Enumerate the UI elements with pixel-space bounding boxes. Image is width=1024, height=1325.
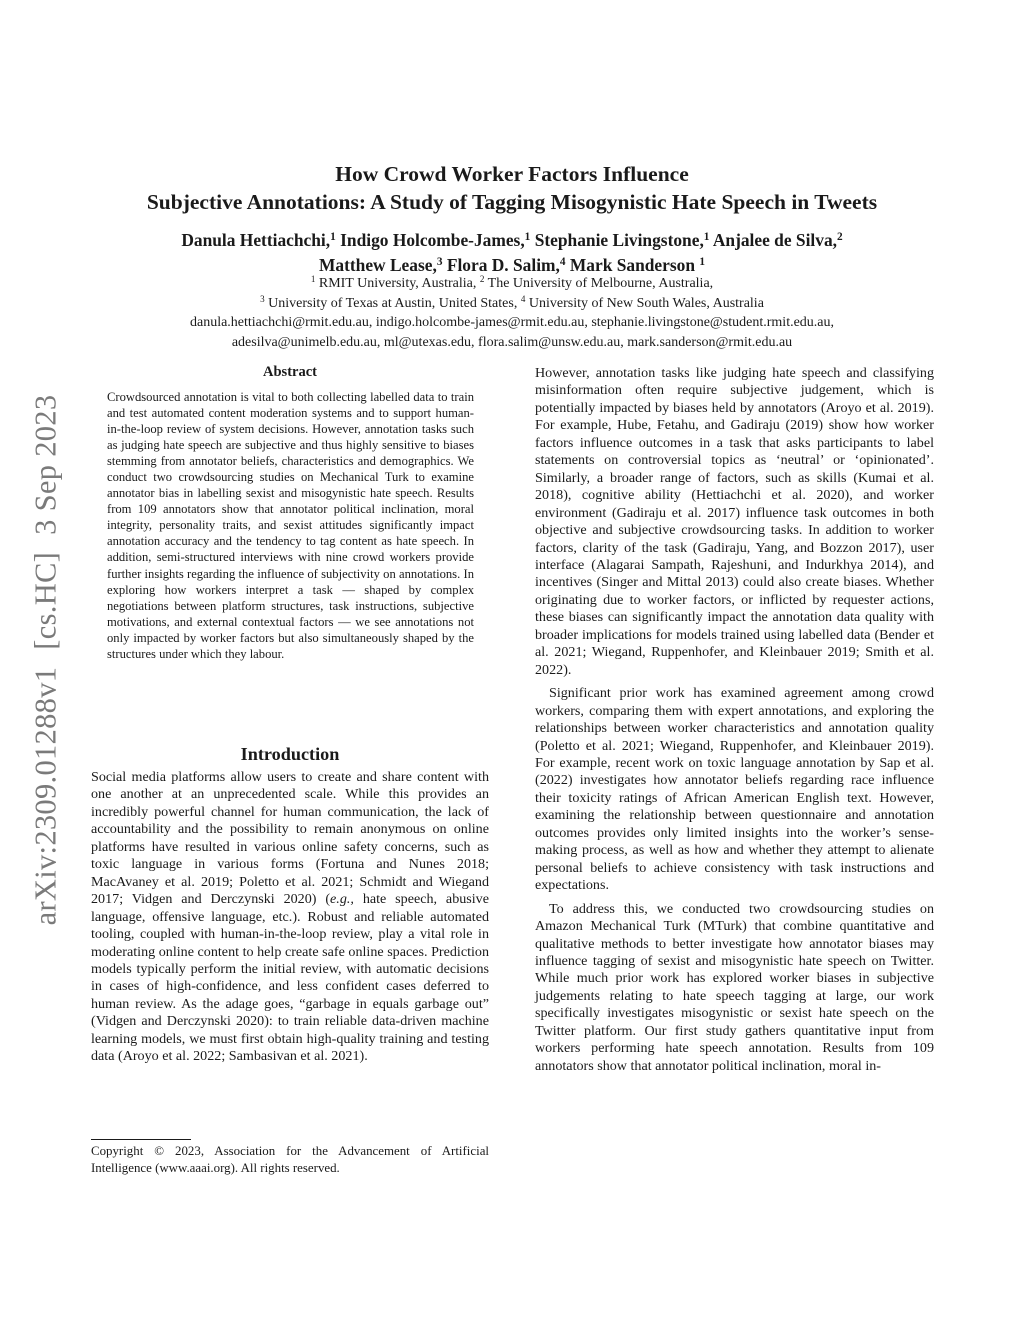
title-line-1: How Crowd Worker Factors Influence <box>335 162 689 186</box>
affiliation: RMIT University, Australia, <box>318 276 477 291</box>
right-column <box>535 365 934 1081</box>
intro-text-part: hate speech, abusive language, offensive language, etc.). Robust and reliable automated tooling, coupled with human-in-the-loop review, play a vital role in moderating online content to help create safe online spaces. Prediction models typically perform the initial review, with automatic decisions in cases of high-confidence, and less confident cases deferred to human review. As the adage goes, “garbage in equals garbage out” (Vidgen and Derczynski 2020): to train reliable data-driven machine learning models, we must first obtain high-quality training and testing data (Aroyo et al. 2022; Sambasivan et al. 2021). <box>91 891 489 1065</box>
body-paragraph: Significant prior work has examined agreement among crowd workers, comparing them with expert annotations, and exploring the relationships between worker characteristics and annotation quality (Poletto et al. 2021; Wiegand, Ruppenhofer, and Kleinbauer 2019). For example, recent work on toxic language annotation by Sap et al. (2022) investigates how annotator beliefs regarding race influence their toxicity ratings of African American English text. However, examining the relationship between questionnaire and annotation outcomes provides only limited insights into the worker’s sense-making process, as well as how and whether they attempt to alienate personal beliefs to achieve consistency with task instructions and expectations. <box>535 685 934 894</box>
arxiv-category: [cs.HC] <box>28 551 63 650</box>
author: Mark Sanderson <box>569 255 696 275</box>
intro-eg: e.g., <box>330 891 354 908</box>
author-affil-mark: 4 <box>559 255 566 268</box>
title-line-2: Subjective Annotations: A Study of Tagging Misogynistic Hate Speech in Tweets <box>146 190 878 214</box>
arxiv-identifier <box>29 395 64 926</box>
affil-mark: 4 <box>520 293 526 304</box>
arxiv-id: arXiv:2309.01288v1 <box>28 666 63 926</box>
author-affil-mark: 1 <box>699 255 706 268</box>
abstract-heading: Abstract <box>263 364 317 380</box>
affiliations <box>0 274 1024 352</box>
author-list <box>0 228 1024 278</box>
author: Flora D. Salim, <box>446 255 560 275</box>
author-affil-mark: 1 <box>524 230 531 243</box>
paper-title <box>0 160 1024 216</box>
author-affil-mark: 1 <box>330 230 336 243</box>
affiliation: University of Texas at Austin, United States, <box>268 295 518 311</box>
affil-mark: 1 <box>310 274 316 284</box>
author-affil-mark: 2 <box>837 230 843 243</box>
affil-mark: 2 <box>479 274 485 284</box>
introduction-heading: Introduction <box>240 744 340 764</box>
copyright-notice: Copyright © 2023, Association for the Advancement of Artificial Intelligence (www.aaai.org). All rights reserved. <box>91 1144 489 1175</box>
body-paragraph: To address this, we conducted two crowdsourcing studies on Amazon Mechanical Turk (MTurk) that combine quantitative and qualitative methods to better investigate how annotator biases may influence tagging of sexist and misogynistic hate speech on Twitter. While much prior work has explored worker biases in subjective judgements relating to hate speech tagging at large, our work specifically investigates misogynistic or sexist hate speech on the Twitter platform. Our first study gathers quantitative input from workers performing hate speech annotation. Results from 109 annotators show that annotator political inclination, moral in- <box>535 900 934 1074</box>
introduction-paragraph <box>91 769 489 1066</box>
affil-mark: 3 <box>260 293 265 304</box>
footnote-rule <box>91 1139 191 1140</box>
affiliation: University of New South Wales, Australia <box>528 295 764 311</box>
author: Anjalee de Silva, <box>712 230 837 250</box>
body-paragraph: However, annotation tasks like judging hate speech and classifying misinformation often require subjective judgement, which is potentially impacted by biases held by annotators (Aroyo et al. 2019). For example, Hube, Fetahu, and Gadiraju (2019) show how worker factors influence outcomes in a task that asks participants to label statements on controversial topics as ‘neutral’ or ‘opinionated’. Similarly, a broader range of factors, such as skills (Kumai et al. 2018), cognitive ability (Hettiachchi et al. 2020), and worker environment (Gadiraju et al. 2017) influence task outcomes in both objective and subjective crowdsourcing tasks. In addition to worker factors, clarity of the task (Gadiraju, Yang, and Bozzon 2017), user interface (Alagarai Sampath, Rajeshuni, and Indurkhya 2014), and incentives (Singer and Mittal 2013) could also create biases. Whether originating due to worker factors, or inflicted by requester actions, these biases can significantly impact the annotation data quality with broader implications for models trained using labelled data (Bender et al. 2021; Wiegand, Ruppenhofer, and Kleinbauer 2019; Smith et al. 2022). <box>535 365 934 678</box>
emails-line-1: danula.hettiachchi@rmit.edu.au, indigo.holcombe-james@rmit.edu.au, stephanie.livingstone@student.rmit.edu.au, <box>189 315 835 330</box>
author: Danula Hettiachchi, <box>181 230 331 250</box>
author-affil-mark: 3 <box>436 255 443 268</box>
intro-text-part: Social media platforms allow users to create and share content with one another at an unprecedented scale. While this provides an incredibly powerful channel for human communication, the lack of accountability and the possibility to remain anonymous on online platforms have resulted in various online safety concerns, such as toxic language in various forms (Fortuna and Nunes 2018; MacAvaney et al. 2019; Poletto et al. 2021; Schmidt and Wiegand 2017; Vidgen and Derczynski 2020) ( <box>91 769 489 908</box>
author-affil-mark: 1 <box>703 230 710 243</box>
author: Matthew Lease, <box>318 255 437 275</box>
author: Indigo Holcombe-James, <box>340 230 525 250</box>
author: Stephanie Livingstone, <box>534 230 704 250</box>
affiliation: The University of Melbourne, Australia, <box>487 276 714 291</box>
abstract-text: Crowdsourced annotation is vital to both collecting labelled data to train and test automated content moderation systems and to support human-in-the-loop review of system decisions. However, annotation tasks such as judging hate speech are subjective and thus highly sensitive to biases stemming from annotator beliefs, characteristics and demographics. We conduct two crowdsourcing studies on Mechanical Turk to examine annotator bias in labelling sexist and misogynistic hate speech. Results from 109 annotators show that annotator political inclination, moral integrity, personality traits, and sexist attitudes significantly impact annotation accuracy and the tendency to tag content as hate speech. In addition, semi-structured interviews with nine crowd workers provide further insights regarding the influence of subjectivity on annotations. In exploring how workers interpret a task — shaped by complex negotiations between platform structures, task instructions, subjective motivations, and external contextual factors — we see annotations not only impacted by worker factors but also simultaneously shaped by the structures under which they labour. <box>107 390 474 661</box>
arxiv-date: 3 Sep 2023 <box>28 394 63 535</box>
emails-line-2: adesilva@unimelb.edu.au, ml@utexas.edu, flora.salim@unsw.edu.au, mark.sanderson@rmit.edu.au <box>231 334 793 350</box>
